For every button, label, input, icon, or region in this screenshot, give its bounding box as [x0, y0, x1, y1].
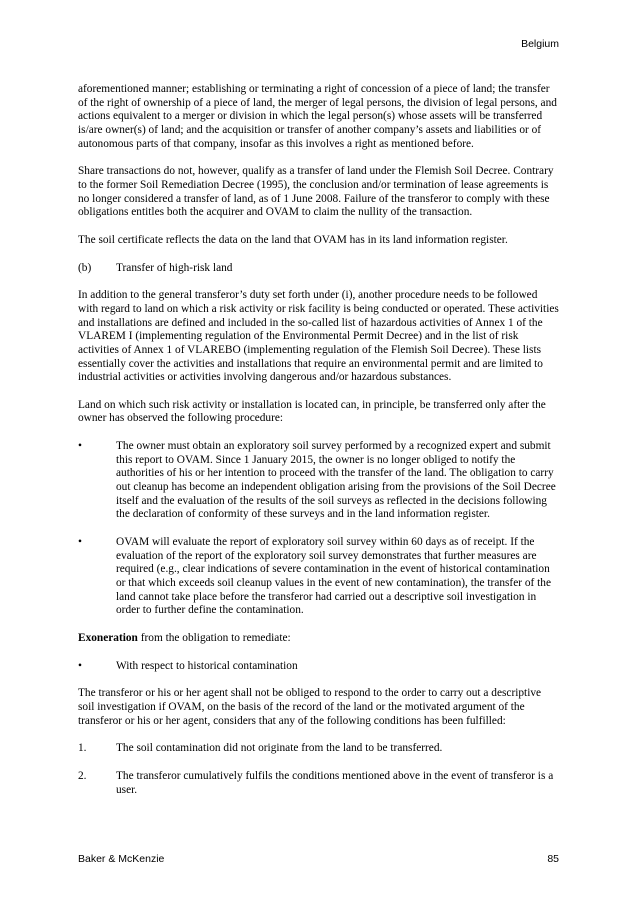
paragraph-high-risk-land: In addition to the general transferor’s duty set forth under (i), another procedure needs to be followed with regard to land on which a risk activity or risk facility is being conducted or operated. These activities and installations are defined and included in the so-called list of hazardous activities of Annex 1 of the VLAREM I (implementing regulation of the Environmental Permit Decree) and in the list of risk activities of Annex 1 of VLAREBO (implementing regulation of the Flemish Soil Decree). These lists essentially cover the activities and installations that require an environmental permit and are limited to industrial activities or activities involving dangerous and/or hazardous substances. — [78, 289, 559, 384]
numbered-item — [78, 770, 560, 797]
numbered-item — [78, 742, 560, 756]
subsection-title: Transfer of high-risk land — [116, 261, 233, 274]
bullet-item — [78, 660, 560, 674]
running-header: Belgium — [521, 38, 559, 50]
bullet-text: With respect to historical contamination — [116, 659, 298, 672]
bullet-item — [78, 440, 560, 522]
paragraph-exemption-conditions: The transferor or his or her agent shall not be obliged to respond to the order to carry out a descriptive soil investigation if OVAM, on the basis of the record of the land or the motivated argument of the transferor or his or her agent, considers that any of the following conditions has been fulfilled: — [78, 687, 542, 727]
exoneration-rest: from the obligation to remediate: — [137, 632, 291, 644]
bullet-icon: • — [78, 440, 82, 453]
page-number: 85 — [547, 853, 559, 865]
bullet-icon: • — [78, 659, 82, 672]
paragraph-transfer-definition: aforementioned manner; establishing or terminating a right of concession of a piece of land; the transfer of the right of ownership of a piece of land, the merger of legal persons, the division of legal persons, and actions equivalent to a merger or division in which the legal person(s) whose assets will be transferred is/are owner(s) of land; and the acquisition or transfer of another company’s assets and liabilities or of autonomous parts of that company, insofar as this involves a right as mentioned before. — [78, 83, 557, 150]
footer-firm: Baker & McKenzie — [78, 853, 165, 865]
paragraph-soil-certificate: The soil certificate reflects the data on the land that OVAM has in its land information register. — [78, 233, 508, 246]
numbered-text: The transferor cumulatively fulfils the conditions mentioned above in the event of transferor is a user. — [116, 769, 554, 796]
subsection-label: (b) — [78, 261, 92, 274]
paragraph-exoneration — [78, 632, 560, 646]
bullet-text: OVAM will evaluate the report of exploratory soil survey within 60 days as of receipt. If the evaluation of the report of the exploratory soil survey demonstrates that further measures are required (e.g., clear indications of severe contamination in the event of historical contamination or that which exceeds soil cleanup values in the event of new contamination), the transfer of the land cannot take place before the transferor had carried out a descriptive soil investigation in order to further define the contamination. — [116, 536, 552, 617]
paragraph-share-transactions: Share transactions do not, however, qualify as a transfer of land under the Flemish Soil Decree. Contrary to the former Soil Remediation Decree (1995), the conclusion and/or termination of lease agreements is no longer considered a transfer of land, as of 1 June 2008. Failure of the transferor to comply with these obligations entitles both the acquirer and OVAM to claim the nullity of the transaction. — [78, 165, 554, 219]
bullet-icon: • — [78, 536, 82, 549]
numbered-text: The soil contamination did not originate from the land to be transferred. — [116, 742, 443, 755]
paragraph-procedure-intro: Land on which such risk activity or installation is located can, in principle, be transferred only after the owner has observed the following procedure: — [78, 398, 546, 425]
bullet-item — [78, 536, 560, 618]
number-label: 1. — [78, 742, 87, 755]
bullet-text: The owner must obtain an exploratory soil survey performed by a recognized expert and submit this report to OVAM. Since 1 January 2015, the owner is no longer obliged to notify the authorities of his or her intention to proceed with the transfer of the land. The obligation to carry out cleanup has become an independent obligation arising from the provisions of the Soil Decree itself and the evaluation of the results of the soil surveys as reflected in the decisions following the declaration of conformity of these surveys and in the land information register. — [116, 440, 556, 521]
subsection-heading-b — [78, 262, 560, 276]
exoneration-term: Exoneration — [78, 632, 138, 644]
number-label: 2. — [78, 769, 87, 782]
document-body — [78, 83, 560, 811]
